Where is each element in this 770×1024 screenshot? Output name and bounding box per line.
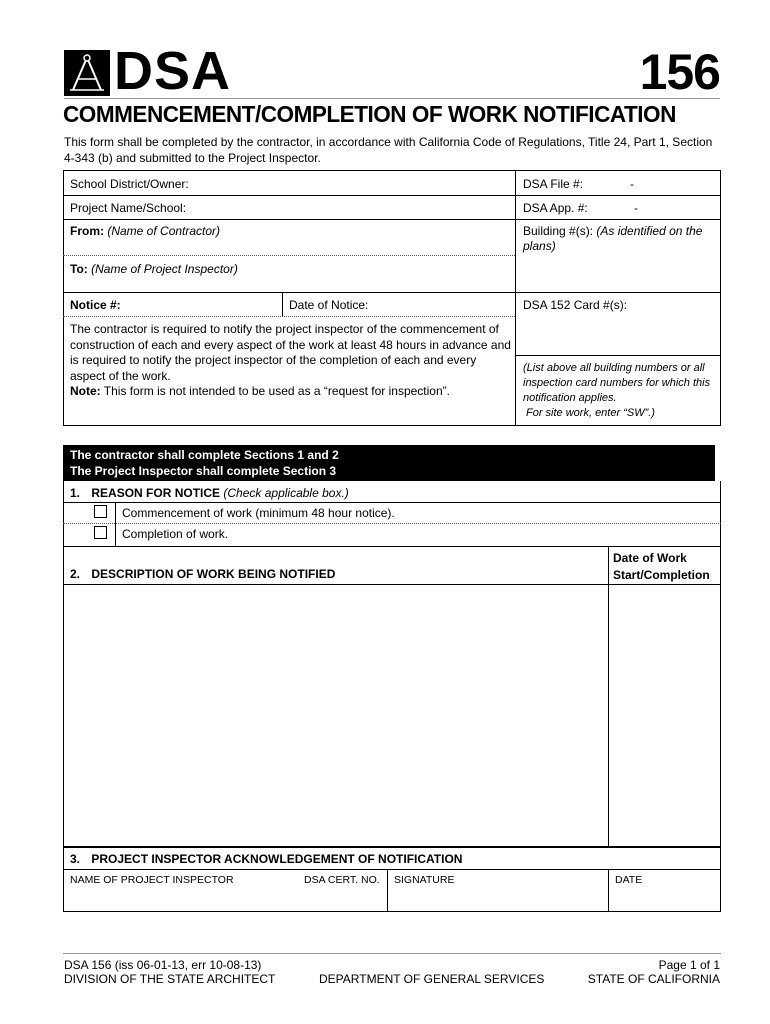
building-hint: (As identified on the plans) (523, 224, 703, 253)
site-work-hint: For site work, enter “SW”.) (526, 407, 655, 419)
grid-row-line (63, 292, 721, 293)
section3-number: 3. (70, 852, 81, 866)
section1-title: REASON FOR NOTICE (91, 486, 221, 500)
date-of-work-line1: Date of Work (613, 551, 687, 565)
agency-abbreviation: DSA (114, 41, 232, 101)
form-instructions: This form shall be completed by the contractor, in accordance with California Code of Regulations, Title 24, Part 1, Section 4-343 (b) and submitted to the Project Inspector. (64, 135, 713, 165)
section2-title: DESCRIPTION OF WORK BEING NOTIFIED (91, 567, 336, 581)
dsa-file-dash: - (630, 177, 634, 191)
commencement-checkbox[interactable] (94, 505, 107, 518)
section1-rule (63, 502, 721, 503)
sections-banner (63, 445, 715, 481)
header-rule (64, 98, 720, 99)
to-label: To: (70, 262, 88, 276)
grid-row-line (63, 219, 721, 220)
note-text: This form is not intended to be used as a “request for inspection”. (103, 384, 450, 398)
date-of-work-header (613, 550, 710, 584)
date-of-notice-field[interactable]: Date of Notice: (289, 298, 369, 312)
inspector-name-field[interactable]: NAME OF PROJECT INSPECTOR (70, 874, 234, 886)
date-of-work-line2: Start/Completion (613, 568, 710, 582)
section2-number: 2. (70, 567, 81, 581)
to-hint: (Name of Project Inspector) (91, 262, 238, 276)
form-revision: DSA 156 (iss 06-01-13, err 10-08-13) (64, 958, 262, 972)
grid-divider-right (515, 170, 516, 426)
section1-hint: (Check applicable box.) (223, 486, 349, 500)
work-description-area[interactable] (64, 585, 607, 846)
building-label: Building #(s): (523, 224, 594, 238)
checkbox-column-line (115, 502, 116, 546)
footer-state: STATE OF CALIFORNIA (587, 972, 720, 986)
card-numbers-field[interactable]: DSA 152 Card #(s): (523, 298, 628, 312)
banner-line-contractor: The contractor shall complete Sections 1 and 2 (70, 448, 339, 462)
to-inspector-field[interactable] (70, 262, 238, 277)
building-numbers-field[interactable] (523, 224, 715, 254)
contractor-requirement-text: The contractor is required to notify the project inspector of the commencement of construction of each and every aspect of the work at least 48 hours in advance and is required to notify the project inspector of the completion of each and every aspect of the work. (70, 322, 511, 383)
signature-field[interactable]: SIGNATURE (394, 874, 455, 886)
banner-left-edge (63, 445, 64, 481)
notice-number-field[interactable]: Notice #: (70, 298, 121, 312)
school-district-field[interactable]: School District/Owner: (70, 177, 189, 191)
dsa-app-field[interactable]: DSA App. #: (523, 201, 588, 215)
page-indicator: Page 1 of 1 (658, 958, 720, 972)
footer-department: DEPARTMENT OF GENERAL SERVICES (319, 972, 545, 986)
grid-dotted-line (63, 316, 515, 317)
completion-option-label: Completion of work. (122, 527, 229, 541)
grid-row-line (63, 195, 721, 196)
architect-compass-icon (64, 50, 110, 96)
grid-row-line (515, 355, 721, 356)
note-label: Note: (70, 384, 101, 398)
commencement-option-label: Commencement of work (minimum 48 hour notice). (122, 506, 395, 520)
footer-rule (63, 953, 721, 954)
section3-rule (63, 869, 721, 870)
dsa-app-dash: - (634, 201, 638, 215)
option-separator (63, 523, 721, 524)
work-date-area[interactable] (609, 585, 720, 846)
date-column-line (608, 869, 609, 912)
dsa-file-field[interactable]: DSA File #: (523, 177, 584, 191)
project-name-field[interactable]: Project Name/School: (70, 201, 187, 215)
section2-heading (70, 567, 335, 582)
banner-line-inspector: The Project Inspector shall complete Section 3 (70, 464, 337, 478)
from-contractor-field[interactable] (70, 224, 220, 239)
grid-divider-notice (282, 292, 283, 316)
grid-dotted-line (63, 255, 515, 256)
from-hint: (Name of Contractor) (107, 224, 221, 238)
section3-heading (70, 852, 462, 867)
section3-title: PROJECT INSPECTOR ACKNOWLEDGEMENT OF NOTIFICATION (91, 852, 463, 866)
section1-number: 1. (70, 486, 81, 500)
form-number: 156 (639, 44, 720, 100)
dsa-logo (64, 41, 254, 101)
section2-top-rule (63, 546, 721, 547)
form-title: COMMENCEMENT/COMPLETION OF WORK NOTIFICATION (63, 101, 676, 127)
acknowledgement-date-field[interactable]: DATE (615, 874, 643, 886)
section1-heading (70, 486, 349, 501)
dsa-cert-number-field[interactable]: DSA CERT. NO. (304, 874, 380, 886)
from-label: From: (70, 224, 104, 238)
footer-division: DIVISION OF THE STATE ARCHITECT (64, 972, 276, 986)
completion-checkbox[interactable] (94, 526, 107, 539)
card-list-hint (523, 361, 713, 421)
card-list-hint-text: (List above all building numbers or all inspection card numbers for which this notification applies. (523, 362, 711, 404)
signature-column-line (387, 869, 388, 912)
request-note (70, 384, 512, 399)
